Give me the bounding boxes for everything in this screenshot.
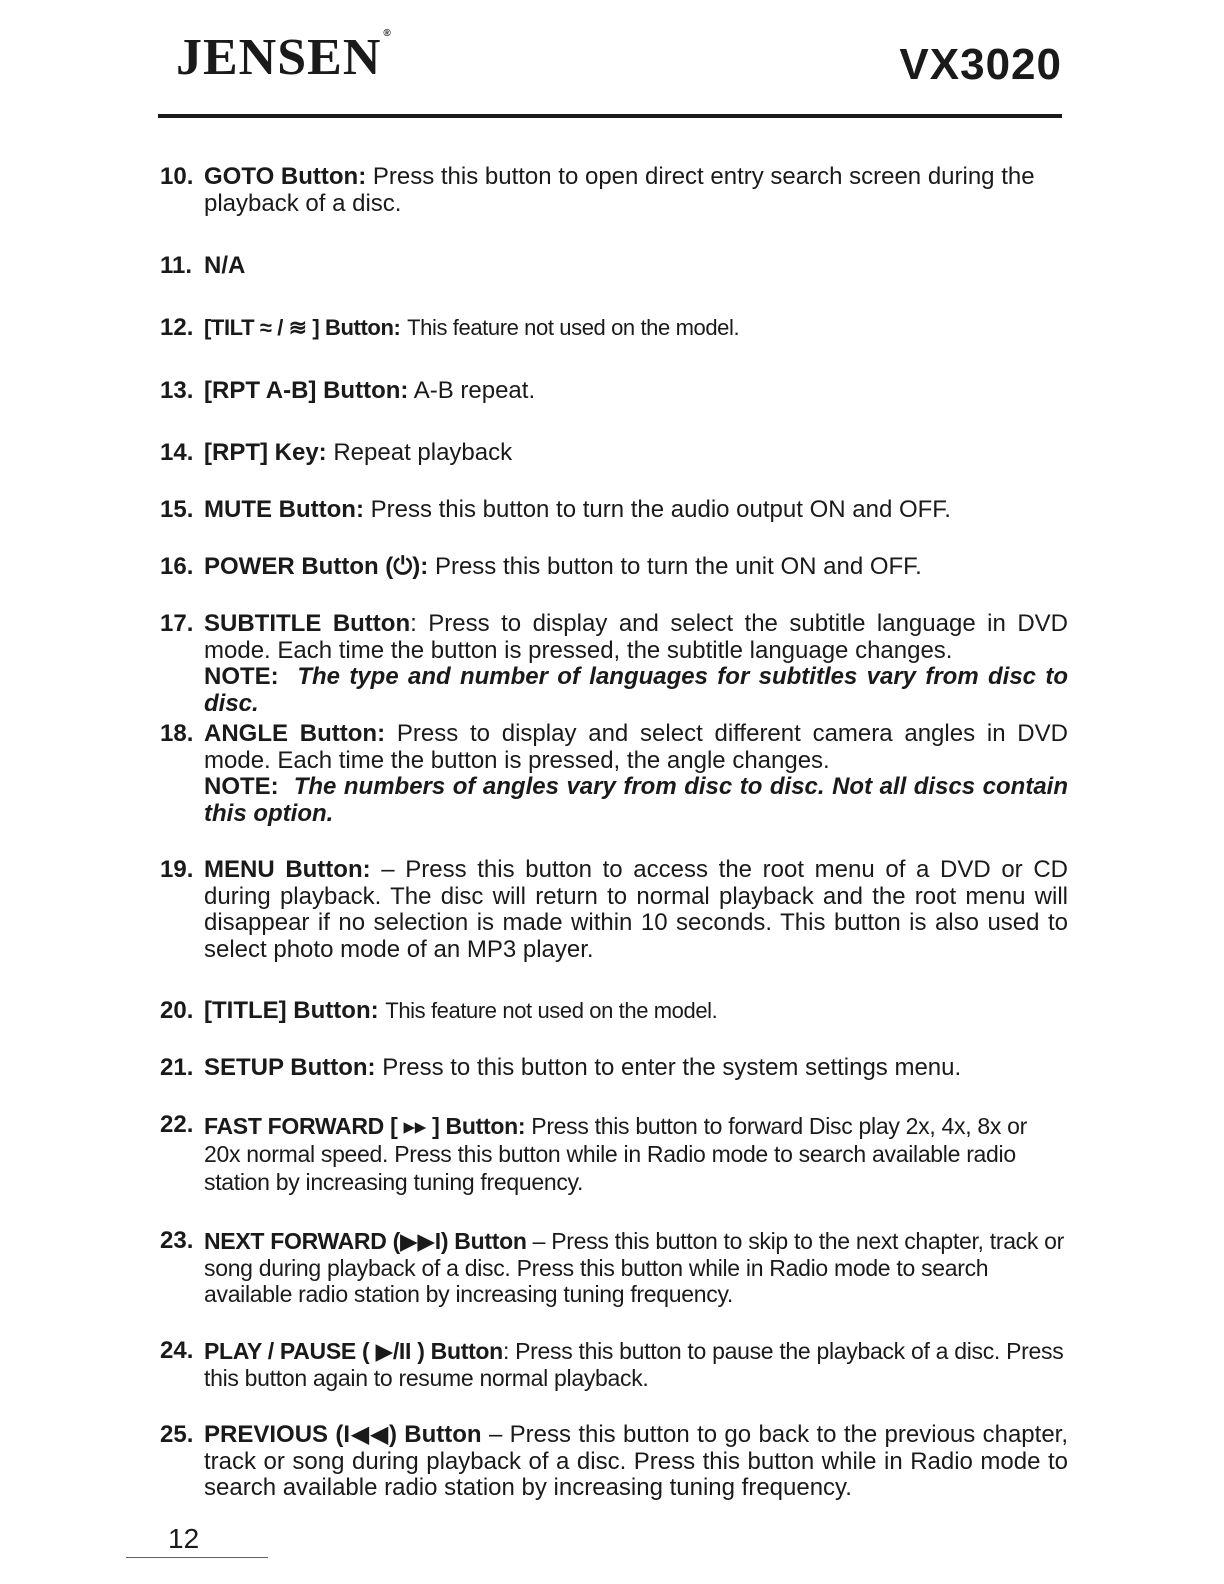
- page-number: 12: [168, 1523, 200, 1554]
- list-item: 11. N/A: [160, 252, 246, 279]
- list-item: 20. [TITLE] Button: This feature not used on the model.: [160, 997, 718, 1024]
- model-number: VX3020: [899, 40, 1062, 89]
- list-item: 24. PLAY / PAUSE ( ▶/II ) Button: Press this button to pause the playback of a disc. Press this button again to resume normal playback.: [160, 1337, 1064, 1391]
- list-item: 13. [RPT A-B] Button: A-B repeat.: [160, 377, 536, 404]
- list-item: 10. GOTO Button: Press this button to open direct entry search screen during the playback of a disc.: [160, 163, 1035, 217]
- list-item: 25. PREVIOUS (I◀◀) Button – Press this button to go back to the previous chapter, track or song during playback of a disc. Press this button while in Radio mode to search available radio station by increasing tuning frequency.: [160, 1421, 1068, 1501]
- list-item: 17. SUBTITLE Button: Press to display and select the subtitle language in DVD mode. Each time the button is pressed, the subtitle language changes. NOTE: The type and number of languages for subtitles vary from disc to disc.: [160, 610, 1069, 717]
- page-underline: [126, 1557, 268, 1558]
- header-divider: [158, 114, 1062, 118]
- list-item: 16. POWER Button (⏻): Press this button to turn the unit ON and OFF.: [160, 553, 922, 580]
- list-item: 14. [RPT] Key: Repeat playback: [160, 439, 513, 466]
- item-label: GOTO Button:: [204, 163, 367, 190]
- brand-logo: JENSEN ®: [176, 28, 392, 86]
- list-item: 21. SETUP Button: Press to this button to enter the system settings menu.: [160, 1054, 962, 1081]
- list-item: 22. FAST FORWARD [ ▸▸ ] Button: Press this button to forward Disc play 2x, 4x, 8x or 20x normal speed. Press this button while in Radio mode to search available radio station by increasing tuning frequency.: [160, 1111, 1028, 1195]
- list-item: 12. [TILT ≈ / ≋ ] Button: This feature not used on the model.: [160, 314, 740, 341]
- list-item: 15. MUTE Button: Press this button to turn the audio output ON and OFF.: [160, 496, 951, 523]
- list-item: 23. NEXT FORWARD (▶▶I) Button – Press this button to skip to the next chapter, track or song during playback of a disc. Press this button while in Radio mode to search available radio station by increasing tuning frequency.: [160, 1227, 1065, 1307]
- list-item: 18. ANGLE Button: Press to display and select different camera angles in DVD mode. Each time the button is pressed, the angle changes. NOTE: The numbers of angles vary from disc to disc. Not all discs contain this option.: [160, 720, 1068, 827]
- power-icon: ⏻: [393, 553, 413, 580]
- list-item: 19. MENU Button: – Press this button to access the root menu of a DVD or CD during playback. The disc will return to normal playback and the root menu will disappear if no selection is made within 10 seconds. This button is also used to select photo mode of an MP3 player.: [160, 856, 1068, 963]
- item-text: Press this button to open direct entry search screen during the playback of a disc.: [204, 163, 1035, 217]
